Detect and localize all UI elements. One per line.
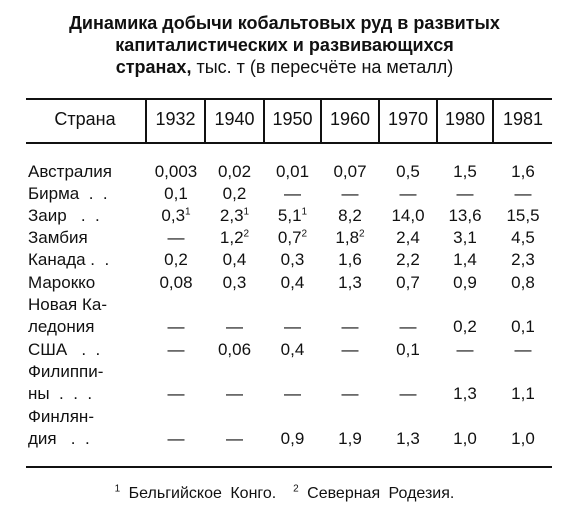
table-cell	[494, 205, 552, 226]
cell-value: —	[514, 340, 532, 359]
table-top-rule	[26, 98, 552, 100]
cell-value: 1,6	[511, 162, 535, 181]
footnote-reference: 2	[301, 228, 308, 240]
footnote-text-1: Бельгийское Конго.	[128, 485, 277, 502]
cell-value: —	[226, 317, 243, 336]
table-cell	[148, 161, 204, 182]
cell-value: —	[341, 340, 359, 359]
country-label: Финлян-	[28, 407, 94, 426]
table-cell	[148, 339, 204, 360]
cell-value: 2,4	[396, 228, 420, 247]
cell-value: 0,5	[396, 162, 420, 181]
cell-value: 8,2	[338, 206, 362, 225]
cell-value: 0,1	[396, 340, 420, 359]
country-label: Марокко	[28, 273, 96, 292]
cell-value: —	[167, 384, 185, 403]
cell-value: 0,2	[164, 250, 188, 269]
country-label: Австралия	[28, 162, 112, 181]
table-cell	[380, 249, 436, 270]
table-cell	[494, 183, 552, 204]
title-line-3	[0, 56, 569, 78]
cell-value: 1,1	[511, 384, 535, 403]
cell-value: 0,2	[453, 317, 477, 336]
table-cell	[494, 428, 552, 449]
table-cell	[206, 183, 263, 204]
cell-value: —	[341, 184, 359, 203]
header-bottom-rule	[26, 142, 552, 144]
footnote-text-2: Северная Родезия.	[307, 485, 455, 502]
table-cell	[494, 227, 552, 248]
table-cell	[265, 316, 320, 337]
table-cell	[148, 272, 204, 293]
cell-value: 3,1	[453, 228, 477, 247]
cell-value: —	[456, 340, 474, 359]
table-cell	[438, 227, 492, 248]
country-label: Бирма . .	[28, 184, 108, 203]
country-label: Канада . .	[28, 250, 110, 269]
table-cell	[148, 428, 204, 449]
table-cell	[206, 161, 263, 182]
table-cell	[494, 272, 552, 293]
cell-value: 15,5	[506, 206, 540, 225]
country-label: Заир . .	[28, 206, 100, 225]
table-cell	[148, 316, 204, 337]
cell-value: 13,6	[448, 206, 482, 225]
table-cell	[380, 272, 436, 293]
table-cell	[438, 339, 492, 360]
cell-value: 1,6	[338, 250, 362, 269]
cell-value: 0,4	[280, 273, 305, 292]
cell-value: 1,3	[396, 429, 420, 448]
footnote-reference: 2	[359, 228, 365, 240]
table-cell	[494, 249, 552, 270]
cell-value: —	[284, 184, 301, 203]
cell-value: 1,2	[219, 228, 244, 247]
cell-value: —	[399, 184, 417, 203]
cell-value: —	[399, 384, 417, 403]
year-header: 1940	[214, 109, 255, 129]
table-cell	[148, 383, 204, 404]
table-cell	[438, 183, 492, 204]
cell-value: 1,9	[338, 429, 362, 448]
footnote-mark-1: 1	[114, 483, 121, 495]
cell-value: 0,06	[217, 340, 252, 359]
table-cell	[322, 183, 378, 204]
cell-value: 1,0	[453, 429, 477, 448]
table-cell	[148, 183, 204, 204]
cell-value: —	[167, 228, 185, 247]
year-header: 1980	[444, 109, 486, 129]
cell-value: 0,08	[159, 273, 193, 292]
cell-value: 1,3	[338, 273, 362, 292]
title-line-1: Динамика добычи кобальтовых руд в развитых	[69, 13, 500, 33]
cell-value: 2,3	[219, 206, 244, 225]
table-cell	[206, 383, 263, 404]
year-header: 1950	[272, 109, 313, 129]
cell-value: 0,4	[280, 340, 305, 359]
cell-value: 0,2	[222, 184, 247, 203]
table-cell	[206, 316, 263, 337]
table-cell	[438, 272, 492, 293]
table-cell	[265, 161, 320, 182]
cell-value: 0,9	[453, 273, 477, 292]
table-cell	[265, 227, 320, 248]
cell-value: 0,3	[280, 250, 305, 269]
cell-value: —	[226, 384, 243, 403]
table-cell	[322, 227, 378, 248]
table-cell	[322, 428, 378, 449]
footnotes	[0, 484, 569, 504]
table-cell	[380, 161, 436, 182]
table-cell	[380, 428, 436, 449]
cell-value: 0,4	[222, 250, 247, 269]
table-cell	[380, 383, 436, 404]
cell-value: 0,7	[277, 228, 302, 247]
table-cell	[206, 339, 263, 360]
year-header: 1960	[329, 109, 371, 129]
table-cell	[322, 316, 378, 337]
cell-value: —	[341, 317, 359, 336]
cell-value: 0,003	[154, 162, 198, 181]
title-line-3-rest: тыс. т (в пересчёте на металл)	[191, 57, 454, 77]
table-cell	[322, 339, 378, 360]
cell-value: 0,1	[164, 184, 188, 203]
cell-value: —	[284, 384, 301, 403]
cell-value: 0,8	[511, 273, 535, 292]
table-cell	[380, 316, 436, 337]
cell-value: —	[341, 384, 359, 403]
table-cell	[494, 383, 552, 404]
table-cell	[494, 161, 552, 182]
table-cell	[265, 428, 320, 449]
year-header: 1981	[502, 109, 544, 129]
table-cell	[206, 205, 263, 226]
cell-value: —	[167, 429, 185, 448]
table-cell	[148, 227, 204, 248]
table-cell	[438, 161, 492, 182]
table-cell	[380, 227, 436, 248]
cell-value: 5,1	[277, 206, 302, 225]
table-cell	[438, 205, 492, 226]
table-cell	[148, 205, 204, 226]
table-cell	[265, 339, 320, 360]
year-header: 1932	[155, 109, 196, 129]
footnote-reference: 1	[301, 206, 308, 218]
table-cell	[265, 205, 320, 226]
table-cell	[206, 227, 263, 248]
table-cell	[265, 249, 320, 270]
country-column-header: Страна	[54, 109, 116, 129]
table-cell	[438, 249, 492, 270]
country-label: ны . . .	[28, 384, 93, 403]
year-header: 1970	[387, 109, 429, 129]
table-cell	[438, 383, 492, 404]
cell-value: —	[456, 184, 474, 203]
cell-value: 0,7	[396, 273, 420, 292]
table-cell	[380, 339, 436, 360]
cell-value: 1,8	[335, 228, 360, 247]
cell-value: 0,01	[275, 162, 310, 181]
cell-value: —	[284, 317, 301, 336]
cell-value: —	[167, 317, 185, 336]
cell-value: 1,5	[453, 162, 477, 181]
country-label: Филиппи-	[28, 362, 104, 381]
cell-value: 0,3	[161, 206, 186, 225]
table-cell	[438, 316, 492, 337]
table-cell	[265, 383, 320, 404]
table-cell	[322, 161, 378, 182]
table-cell	[494, 316, 552, 337]
country-label: ледония	[28, 317, 95, 336]
country-label: Замбия	[28, 228, 88, 247]
table-cell	[380, 205, 436, 226]
cell-value: 1,3	[453, 384, 477, 403]
cell-value: 2,3	[511, 250, 535, 269]
table-cell	[206, 428, 263, 449]
table-cell	[265, 272, 320, 293]
table-cell	[265, 183, 320, 204]
footnote-reference: 1	[243, 206, 250, 218]
cell-value: 0,9	[280, 429, 305, 448]
table-cell	[206, 272, 263, 293]
cell-value: —	[167, 340, 185, 359]
table-cell	[322, 249, 378, 270]
cell-value: 0,3	[222, 273, 247, 292]
cell-value: 0,07	[333, 162, 367, 181]
country-label: США . .	[28, 340, 101, 359]
cell-value: 1,4	[453, 250, 477, 269]
cell-value: —	[514, 184, 532, 203]
footnote-reference: 2	[243, 228, 250, 240]
cell-value: 0,1	[511, 317, 535, 336]
table-cell	[380, 183, 436, 204]
table-cell	[322, 272, 378, 293]
cell-value: 1,0	[511, 429, 535, 448]
cell-value: 0,02	[217, 162, 252, 181]
title-line-2: капиталистических и развивающихся	[115, 35, 454, 55]
country-label: Новая Ка-	[28, 295, 107, 314]
footnote-reference: 1	[185, 206, 191, 218]
cell-value: —	[226, 429, 243, 448]
cell-value: 14,0	[391, 206, 425, 225]
cell-value: 2,2	[396, 250, 420, 269]
table-title	[0, 12, 569, 78]
table-cell	[322, 383, 378, 404]
table-cell	[206, 249, 263, 270]
table-cell	[322, 205, 378, 226]
table-cell	[494, 339, 552, 360]
table-cell	[148, 249, 204, 270]
footnote-mark-2: 2	[293, 483, 299, 495]
title-line-3-bold: странах,	[115, 57, 192, 77]
cell-value: —	[399, 317, 417, 336]
cell-value: 4,5	[511, 228, 535, 247]
table-cell	[438, 428, 492, 449]
country-label: дия . .	[28, 429, 90, 448]
table-bottom-rule	[26, 466, 552, 468]
